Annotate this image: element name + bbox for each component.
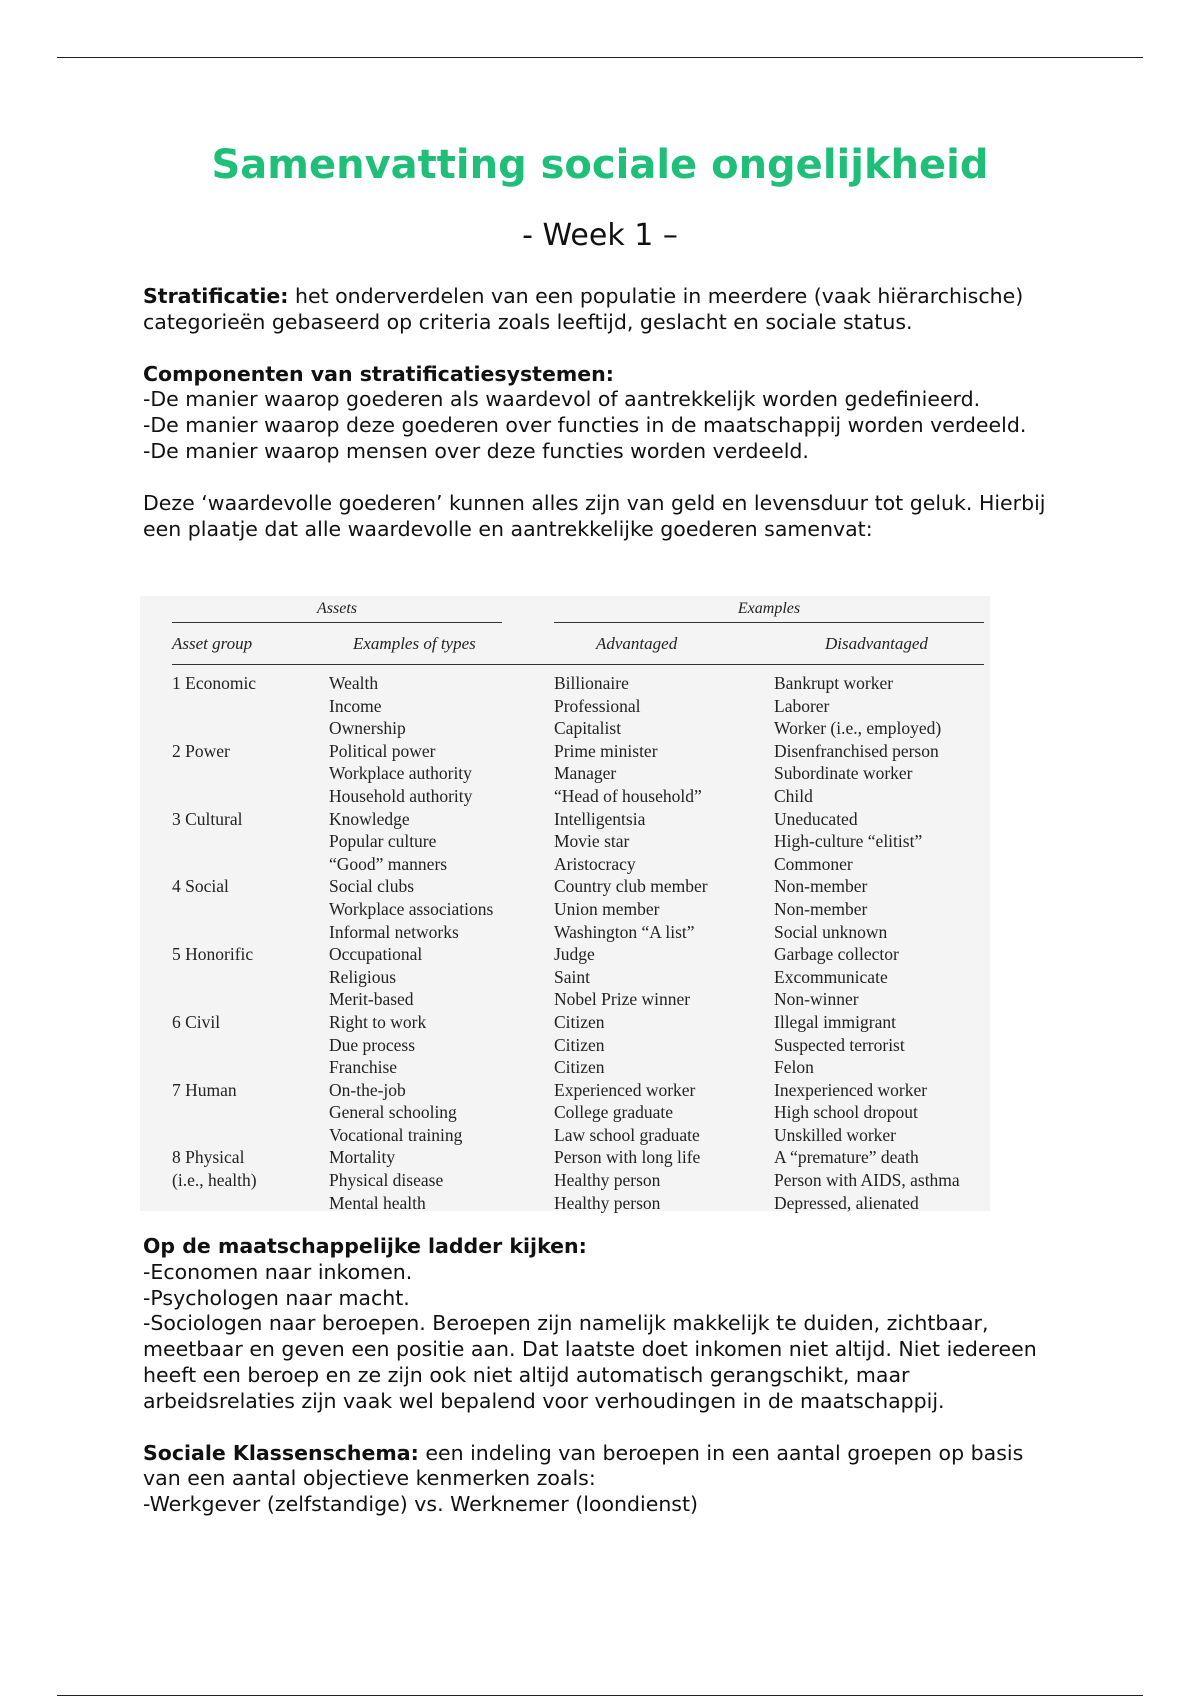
table-cell: Washington “A list” (554, 921, 695, 942)
table-group-header-assets: Assets (317, 600, 357, 617)
table-cell: Mental health (329, 1192, 426, 1213)
table-cell: Healthy person (554, 1170, 661, 1191)
ladder-item: -Psychologen naar macht. (143, 1285, 410, 1310)
table-cell: Wealth (329, 673, 379, 693)
table-cell: Person with AIDS, asthma (774, 1170, 960, 1191)
document-body-lower (143, 1234, 1063, 1518)
table-row (140, 853, 990, 876)
table-cell: Experienced worker (554, 1079, 696, 1100)
table-cell: Mortality (329, 1147, 396, 1168)
table-cell: Capitalist (554, 718, 622, 739)
table-cell: Franchise (329, 1057, 398, 1078)
table-cell: Billionaire (554, 673, 629, 693)
table-cell: Suspected terrorist (774, 1034, 905, 1055)
bottom-rule (57, 1695, 1143, 1696)
componenten-item: -De manier waarop deze goederen over functies in de maatschappij worden verdeeld. (143, 413, 1027, 438)
table-cell: A “premature” death (774, 1147, 919, 1168)
table-cell: 1 Economic (172, 673, 257, 693)
table-row (140, 808, 990, 831)
ladder-item: -Sociologen naar beroepen. Beroepen zijn namelijk makkelijk te duiden, zichtbaar, meetbaar en geven een positie aan. Dat laatste doet inkomen niet altijd. Niet iedereen heeft een beroep en ze zijn ook niet altijd automatisch gerangschikt, maar arbeidsrelaties zijn vaak wel bepalend voor verhoudingen in de maatschappij. (143, 1311, 1037, 1413)
table-row (140, 1079, 990, 1102)
table-cell: Popular culture (329, 831, 437, 852)
table-row (140, 1011, 990, 1034)
klassenschema-paragraph (143, 1441, 1063, 1493)
klassenschema-text: een indeling van beroepen in een aantal groepen op basis van een aantal objectieve kenmerken zoals: (143, 1440, 1024, 1491)
header-rule (172, 664, 984, 665)
componenten-heading (143, 362, 1063, 388)
table-cell: Healthy person (554, 1192, 661, 1213)
group-rule (172, 622, 502, 623)
table-cell: 8 Physical (172, 1147, 245, 1168)
table-cell: Saint (554, 966, 590, 987)
table-cell: High-culture “elitist” (774, 831, 923, 852)
table-cell: “Good” manners (329, 853, 448, 874)
table-cell: Non-member (774, 898, 868, 919)
table-cell: Laborer (774, 695, 830, 716)
table-cell: Movie star (554, 831, 630, 852)
table-cell: Person with long life (554, 1147, 701, 1168)
table-cell: Citizen (554, 1011, 605, 1032)
stratificatie-paragraph (143, 284, 1063, 336)
table-cell: Unskilled worker (774, 1124, 896, 1145)
table-cell: High school dropout (774, 1102, 918, 1123)
table-cell: Professional (554, 695, 641, 716)
table-cell: 3 Cultural (172, 808, 243, 829)
stratificatie-term: Stratificatie: (143, 284, 289, 308)
table-row (140, 717, 990, 740)
column-header: Disadvantaged (825, 634, 928, 653)
table-cell: Right to work (329, 1011, 427, 1032)
column-header: Examples of types (353, 634, 476, 653)
table-cell: Law school graduate (554, 1124, 700, 1145)
table-cell: “Head of household” (554, 785, 702, 806)
table-cell: Depressed, alienated (774, 1192, 919, 1213)
table-cell: Inexperienced worker (774, 1079, 928, 1100)
table-cell: Subordinate worker (774, 763, 913, 784)
table-row (140, 785, 990, 808)
table-row (140, 1101, 990, 1124)
table-cell: Disenfranchised person (774, 740, 939, 761)
table-cell: Judge (554, 944, 595, 965)
table-row (140, 1169, 990, 1192)
table-row (140, 740, 990, 763)
table-row (140, 1034, 990, 1057)
ladder-heading-text: Op de maatschappelijke ladder kijken: (143, 1234, 587, 1258)
table-row (140, 875, 990, 898)
top-rule (57, 57, 1143, 58)
table-cell: Social clubs (329, 876, 415, 897)
table-row (140, 966, 990, 989)
table-cell: 6 Civil (172, 1011, 221, 1032)
table-row (140, 1192, 990, 1215)
table-cell: 7 Human (172, 1079, 237, 1100)
table-cell: Bankrupt worker (774, 673, 894, 693)
table-row (140, 695, 990, 718)
table-cell: Felon (774, 1057, 814, 1078)
table-cell: Social unknown (774, 921, 888, 942)
table-cell: Household authority (329, 785, 473, 806)
table-cell: Workplace authority (329, 763, 472, 784)
table-cell: Child (774, 785, 813, 806)
table-row (140, 1056, 990, 1079)
table-row (140, 943, 990, 966)
table-row (140, 1124, 990, 1147)
table-cell: Illegal immigrant (774, 1011, 896, 1032)
table-cell: Citizen (554, 1034, 605, 1055)
table-body (140, 672, 990, 1214)
table-cell: Prime minister (554, 740, 658, 761)
table-cell: Worker (i.e., employed) (774, 718, 942, 739)
table-cell: Intelligentsia (554, 808, 646, 829)
column-header: Advantaged (596, 634, 678, 653)
table-row (140, 762, 990, 785)
ladder-item: -Economen naar inkomen. (143, 1259, 413, 1284)
table-cell: Vocational training (329, 1124, 463, 1145)
table-cell: College graduate (554, 1102, 674, 1123)
table-cell: Excommunicate (774, 966, 888, 987)
table-cell: Political power (329, 740, 436, 761)
table-row (140, 921, 990, 944)
table-cell: Religious (329, 966, 397, 987)
table-cell: On-the-job (329, 1079, 406, 1100)
table-cell: (i.e., health) (172, 1170, 257, 1191)
stratificatie-text: het onderverdelen van een populatie in meerdere (vaak hiërarchische) categorieën gebaseerd op criteria zoals leeftijd, geslacht en sociale status. (143, 284, 1024, 334)
table-cell: Knowledge (329, 808, 410, 829)
componenten-heading-text: Componenten van stratificatiesystemen: (143, 361, 614, 386)
table-row (140, 830, 990, 853)
goederen-paragraph: Deze ‘waardevolle goederen’ kunnen alles zijn van geld en levensduur tot geluk. Hierbij een plaatje dat alle waardevolle en aantrekkelijke goederen samenvat: (143, 490, 1046, 541)
table-cell: Merit-based (329, 989, 414, 1010)
table-cell: Due process (329, 1034, 416, 1055)
week-label: - Week 1 – (522, 218, 678, 253)
klassenschema-item: -Werkgever (zelfstandige) vs. Werknemer (loondienst) (143, 1492, 699, 1517)
ladder-heading (143, 1234, 1063, 1260)
table-cell: Income (329, 695, 382, 716)
table-cell: 5 Honorific (172, 944, 254, 965)
klassenschema-term: Sociale Klassenschema: (143, 1440, 419, 1465)
table-cell: Manager (554, 763, 617, 784)
componenten-item: -De manier waarop goederen als waardevol of aantrekkelijk worden gedefinieerd. (143, 387, 981, 412)
table-cell: Garbage collector (774, 944, 899, 965)
componenten-item: -De manier waarop mensen over deze functies worden verdeeld. (143, 438, 809, 463)
table-row (140, 672, 990, 695)
table-cell: Nobel Prize winner (554, 989, 691, 1010)
table-cell: Uneducated (774, 808, 858, 829)
table-row (140, 1146, 990, 1169)
table-cell: Country club member (554, 876, 708, 897)
table-cell: Occupational (329, 944, 423, 965)
assets-table-image (140, 596, 990, 1211)
table-row (140, 898, 990, 921)
table-cell: Non-winner (774, 989, 859, 1010)
table-cell: Physical disease (329, 1170, 444, 1191)
table-group-header-examples: Examples (737, 600, 801, 617)
column-header: Asset group (172, 634, 253, 653)
table-cell: Ownership (329, 718, 406, 739)
table-cell: 4 Social (172, 876, 229, 897)
document-body (143, 284, 1063, 542)
table-row (140, 988, 990, 1011)
page-title: Samenvatting sociale ongelijkheid (211, 142, 989, 188)
table-cell: Union member (554, 898, 660, 919)
group-rule (554, 622, 984, 623)
table-cell: Aristocracy (554, 853, 636, 874)
table-cell: Non-member (774, 876, 868, 897)
table-cell: Workplace associations (329, 898, 494, 919)
table-cell: General schooling (329, 1102, 457, 1123)
table-cell: Commoner (774, 853, 853, 874)
table-cell: Citizen (554, 1057, 605, 1078)
table-cell: 2 Power (172, 740, 230, 761)
table-cell: Informal networks (329, 921, 459, 942)
